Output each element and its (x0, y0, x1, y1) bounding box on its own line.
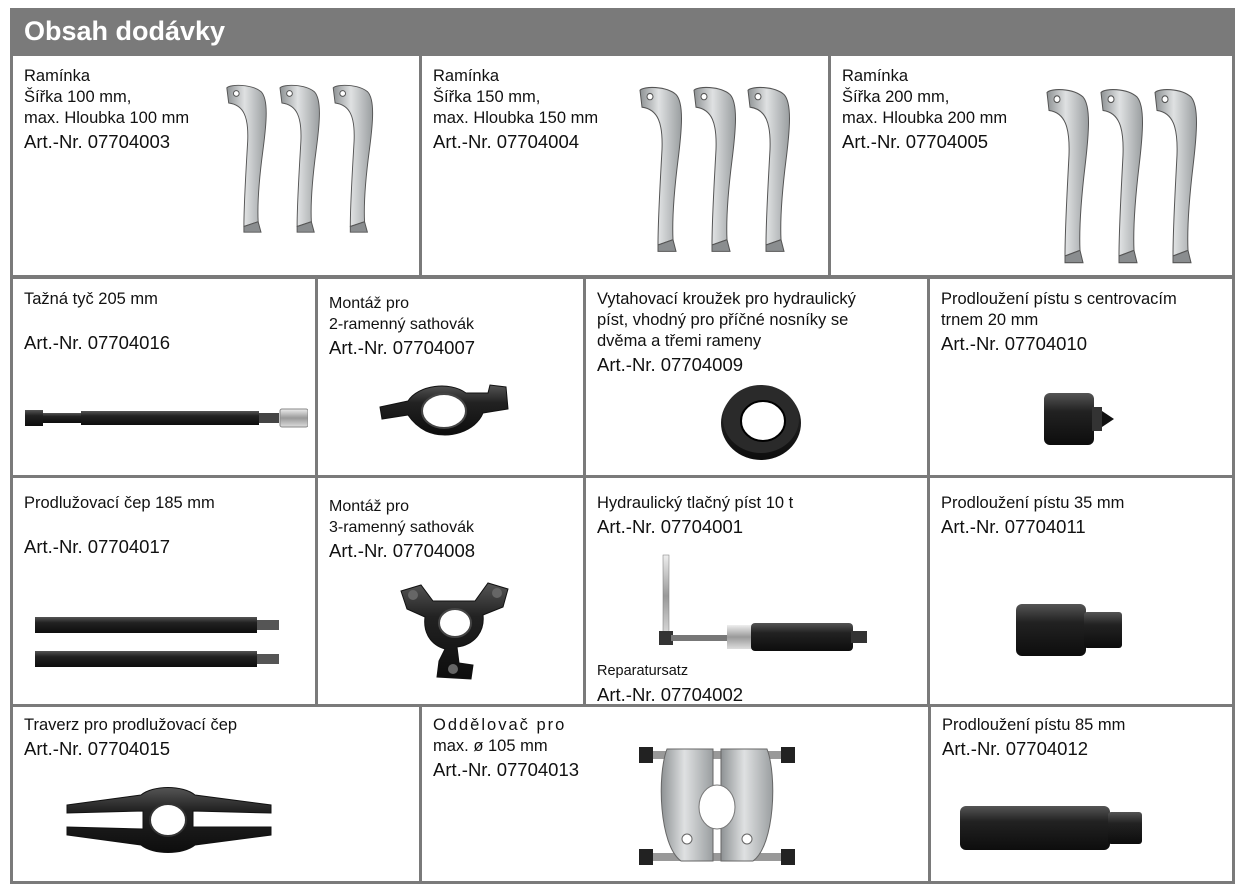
item-title-line: píst, vhodný pro příčné nosníky se (597, 311, 849, 329)
item-title-line: 3-ramenný sathovák (329, 519, 474, 536)
article-number: Art.-Nr. 07704008 (329, 540, 476, 561)
item-title-line: Prodloužení pístu s centrovacím (941, 290, 1177, 308)
item-title-line: Šířka 200 mm, (842, 88, 950, 106)
article-number: Art.-Nr. 07704009 (597, 354, 744, 375)
item-hydraulic-ram (586, 478, 927, 704)
item-title-line: Vytahovací kroužek pro hydraulický (597, 290, 856, 308)
item-title-line: max. Hloubka 150 mm (433, 109, 599, 127)
separator-image (637, 735, 797, 875)
item-extension-centering (930, 279, 1232, 475)
section-header (10, 8, 1235, 54)
crossbar-image (61, 787, 276, 853)
item-arms-100 (13, 56, 419, 275)
arms-image (634, 86, 824, 256)
repair-kit-article-number: Art.-Nr. 07704002 (597, 684, 744, 704)
item-title-line: Traverz pro prodlužovací čep (24, 716, 238, 734)
item-title-line: 2-ramenný sathovák (329, 316, 474, 333)
item-extension-35 (930, 478, 1232, 704)
item-title-line: Oddělovač pro (433, 716, 567, 734)
item-title-line: max. Hloubka 100 mm (24, 109, 190, 127)
item-title-line: max. Hloubka 200 mm (842, 109, 1008, 127)
article-number: Art.-Nr. 07704005 (842, 131, 989, 152)
item-mount-3-arm (318, 478, 583, 704)
article-number: Art.-Nr. 07704004 (433, 131, 580, 152)
item-separator (422, 707, 928, 881)
item-arms-200 (831, 56, 1232, 275)
item-extension-pin (13, 478, 315, 704)
section-title: Obsah dodávky (24, 16, 226, 46)
article-number: Art.-Nr. 07704011 (941, 516, 1086, 537)
hydraulic-ram-image (651, 553, 871, 653)
mount-2-arm-image (378, 379, 518, 449)
article-number: Art.-Nr. 07704001 (597, 516, 744, 537)
article-number: Art.-Nr. 07704007 (329, 337, 476, 358)
item-title-line: Hydraulický tlačný píst 10 t (597, 494, 794, 512)
item-title-line: Tažná tyč 205 mm (24, 290, 158, 308)
item-arms-150 (422, 56, 828, 275)
article-number: Art.-Nr. 07704010 (941, 333, 1088, 354)
item-title-line: Ramínka (433, 67, 500, 85)
item-mount-2-arm (318, 279, 583, 475)
item-title-line: max. ø 105 mm (433, 737, 548, 755)
item-title-line: dvěma a třemi rameny (597, 332, 762, 350)
extension-35-image (1012, 598, 1127, 660)
item-pull-rod (13, 279, 315, 475)
item-title-line: Ramínka (842, 67, 909, 85)
extension-pin-image (33, 613, 283, 673)
extension-85-image (956, 802, 1146, 852)
item-title-line: Šířka 150 mm, (433, 88, 541, 106)
item-extension-85 (931, 707, 1232, 881)
article-number: Art.-Nr. 07704003 (24, 131, 171, 152)
item-crossbar (13, 707, 419, 881)
item-title-line: Šířka 100 mm, (24, 88, 132, 106)
item-title-line: Prodloužení pístu 35 mm (941, 494, 1125, 512)
article-number: Art.-Nr. 07704016 (24, 332, 171, 353)
repair-kit-label: Reparatursatz (597, 663, 689, 679)
item-title-line: Prodloužení pístu 85 mm (942, 716, 1126, 734)
article-number: Art.-Nr. 07704013 (433, 759, 580, 780)
article-number: Art.-Nr. 07704015 (24, 738, 171, 759)
extension-centering-image (1042, 389, 1117, 449)
puller-ring-image (716, 379, 806, 464)
item-title-line: trnem 20 mm (941, 311, 1039, 329)
pull-rod-image (23, 404, 308, 434)
arms-image (223, 84, 413, 234)
article-number: Art.-Nr. 07704012 (942, 738, 1089, 759)
mount-3-arm-image (393, 573, 518, 683)
item-puller-ring (586, 279, 927, 475)
item-title-line: Montáž pro (329, 295, 410, 312)
delivery-contents-frame (10, 8, 1235, 884)
item-title-line: Ramínka (24, 67, 91, 85)
item-title-line: Montáž pro (329, 498, 410, 515)
article-number: Art.-Nr. 07704017 (24, 536, 171, 557)
arms-image (1043, 88, 1228, 268)
item-title-line: Prodlužovací čep 185 mm (24, 494, 215, 512)
